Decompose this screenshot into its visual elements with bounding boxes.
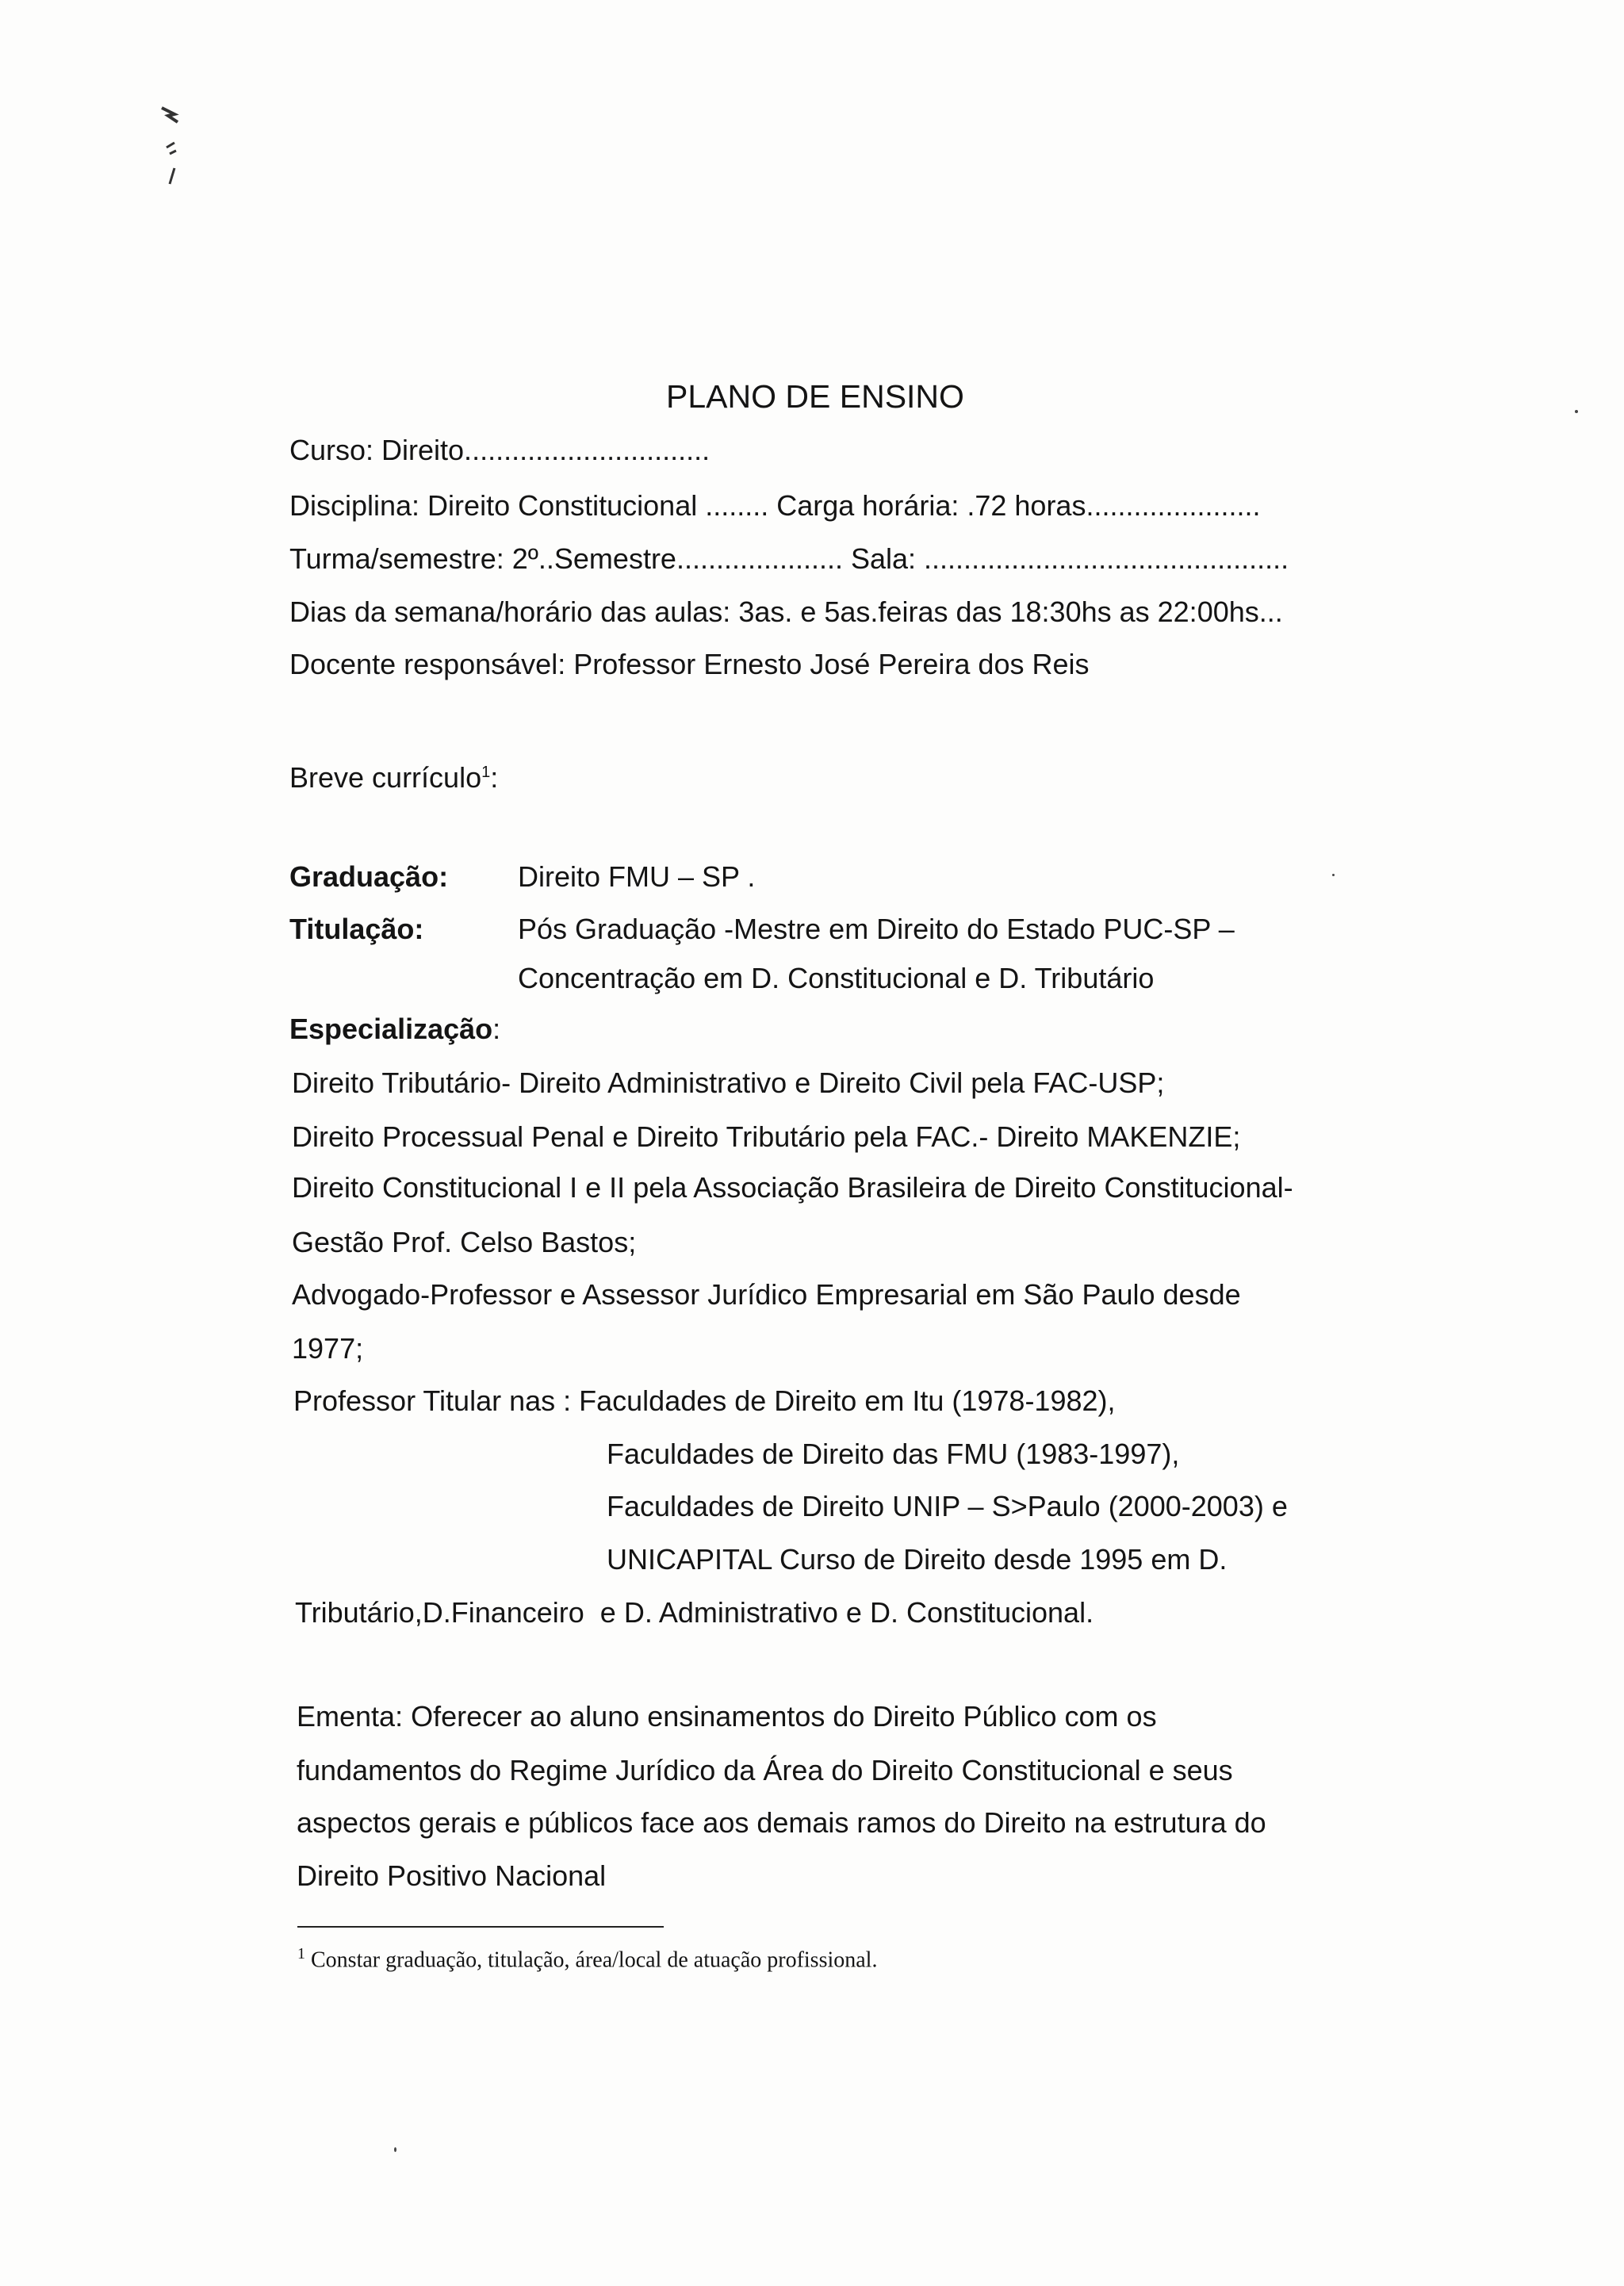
disciplina-line: Disciplina: Direito Constitucional ........ Carga horária: .72 horas...................... [289,489,1261,522]
curriculo-label: Breve currículo [289,761,482,794]
document-title: PLANO DE ENSINO [666,378,964,415]
faculdade-line-end: Tributário,D.Financeiro e D. Administrativo e D. Constitucional. [295,1596,1094,1629]
footnote-text: Constar graduação, titulação, área/local de atuação profissional. [305,1947,878,1973]
footnote [297,1939,877,1974]
footnote-ref: 1 [481,764,491,781]
faculdade-line: UNICAPITAL Curso de Direito desde 1995 em D. [607,1543,1228,1576]
especializacao-suffix: : [492,1013,501,1045]
especializacao-line: Direito Processual Penal e Direito Tributário pela FAC.- Direito MAKENZIE; [292,1120,1241,1153]
graduacao-value: Direito FMU – SP . [518,860,756,893]
handwritten-mark [157,101,186,189]
footnote-marker: 1 [297,1945,305,1962]
turma-line: Turma/semestre: 2º..Semestre..................... Sala: .............................................. [289,542,1289,575]
especializacao-line: Direito Tributário- Direito Administrativo e Direito Civil pela FAC-USP; [292,1066,1165,1099]
titulacao-line-1: Pós Graduação -Mestre em Direito do Estado PUC-SP – [518,913,1235,945]
scan-speck [1332,874,1335,876]
especializacao-heading [289,1012,500,1047]
faculdade-line: Faculdades de Direito UNIP – S>Paulo (2000-2003) e [607,1490,1288,1522]
scan-speck [1575,410,1578,413]
graduacao-label: Graduação: [289,860,449,893]
especializacao-line: Gestão Prof. Celso Bastos; [292,1226,637,1258]
docente-line: Docente responsável: Professor Ernesto José Pereira dos Reis [289,648,1090,680]
especializacao-line: Direito Constitucional I e II pela Associação Brasileira de Direito Constitucional- [292,1171,1293,1204]
ementa-line: Direito Positivo Nacional [297,1859,607,1892]
breve-curriculo-heading [289,755,498,795]
footnote-rule [297,1926,664,1928]
titulacao-line-2: Concentração em D. Constitucional e D. Tributário [518,962,1155,994]
ementa-line: fundamentos do Regime Jurídico da Área do Direito Constitucional e seus [297,1754,1233,1786]
advogado-line: Advogado-Professor e Assessor Jurídico Empresarial em São Paulo desde [292,1278,1241,1311]
professor-titular-line: Professor Titular nas : Faculdades de Direito em Itu (1978-1982), [293,1384,1116,1417]
advogado-year: 1977; [292,1332,364,1365]
ementa-line: aspectos gerais e públicos face aos demais ramos do Direito na estrutura do [297,1806,1266,1839]
dias-line: Dias da semana/horário das aulas: 3as. e 5as.feiras das 18:30hs as 22:00hs... [289,595,1283,628]
scan-speck [394,2147,396,2152]
ementa-line: Ementa: Oferecer ao aluno ensinamentos do Direito Público com os [297,1700,1157,1733]
especializacao-label: Especialização [289,1013,493,1045]
curriculo-suffix: : [490,761,499,794]
titulacao-label: Titulação: [289,913,424,945]
faculdade-line: Faculdades de Direito das FMU (1983-1997), [607,1438,1180,1470]
curso-line: Curso: Direito............................... [289,434,710,466]
